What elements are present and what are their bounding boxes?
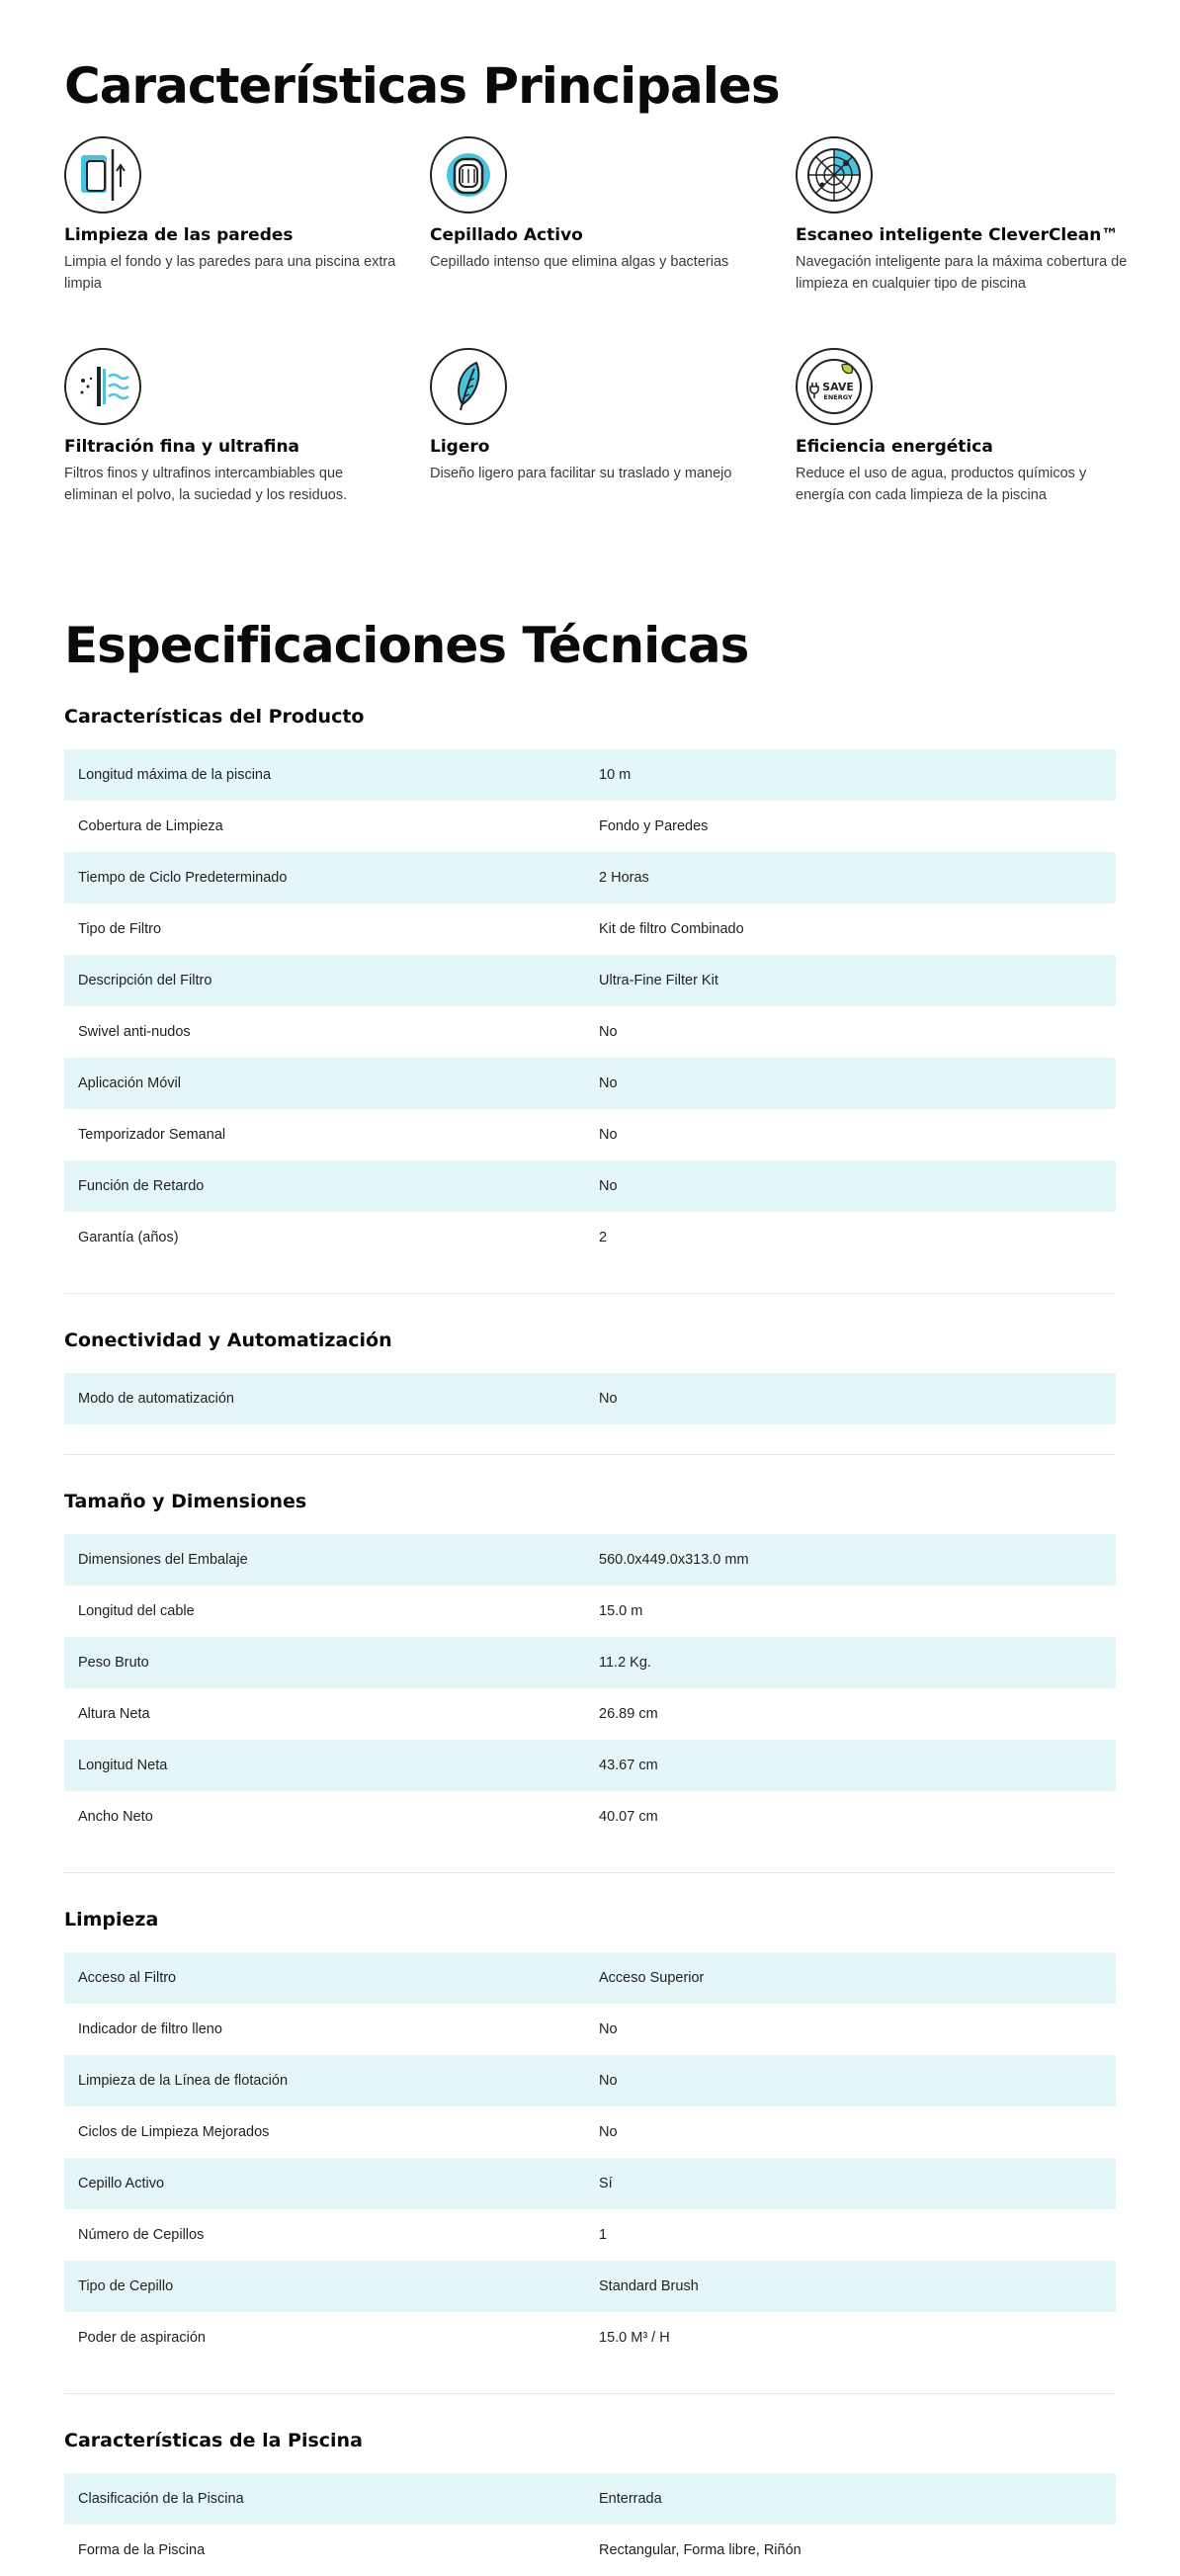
feature-title: Limpieza de las paredes — [64, 225, 294, 245]
spec-label: Altura Neta — [78, 1706, 150, 1722]
spec-row — [64, 2312, 1116, 2363]
spec-value: 40.07 cm — [599, 1809, 658, 1825]
feature-wall-cleaning — [64, 136, 430, 348]
spec-row — [64, 2525, 1116, 2576]
spec-value: Fondo y Paredes — [599, 818, 709, 834]
spec-value: No — [599, 1178, 618, 1194]
spec-table — [64, 1534, 1116, 1843]
spec-row — [64, 903, 1116, 955]
spec-value: Kit de filtro Combinado — [599, 921, 744, 937]
spec-value: 26.89 cm — [599, 1706, 658, 1722]
spec-row — [64, 1373, 1116, 1424]
spec-value: No — [599, 2124, 618, 2140]
feature-title: Eficiencia energética — [796, 437, 993, 457]
spec-table — [64, 749, 1116, 1263]
spec-label: Modo de automatización — [78, 1391, 234, 1407]
spec-label: Tiempo de Ciclo Predeterminado — [78, 870, 288, 886]
spec-label: Función de Retardo — [78, 1178, 205, 1194]
spec-row — [64, 1058, 1116, 1109]
features-grid — [64, 136, 1128, 559]
spec-label: Swivel anti-nudos — [78, 1024, 191, 1040]
feature-lightweight — [430, 348, 796, 559]
spec-value: 560.0x449.0x313.0 mm — [599, 1552, 749, 1568]
smart-scan-icon — [796, 136, 873, 214]
spec-label: Acceso al Filtro — [78, 1970, 177, 1986]
spec-value: Enterrada — [599, 2491, 662, 2507]
spec-label: Limpieza de la Línea de flotación — [78, 2073, 289, 2089]
spec-label: Peso Bruto — [78, 1655, 149, 1671]
features-heading: Características Principales — [64, 57, 780, 115]
spec-value: Ultra-Fine Filter Kit — [599, 973, 718, 988]
spec-value: 11.2 Kg. — [599, 1655, 651, 1671]
spec-label: Forma de la Piscina — [78, 2542, 206, 2558]
spec-row — [64, 2473, 1116, 2525]
spec-section — [64, 1293, 1116, 1424]
spec-section-title: Características de la Piscina — [64, 2430, 363, 2451]
spec-row — [64, 1740, 1116, 1791]
spec-value: 15.0 M³ / H — [599, 2330, 670, 2346]
spec-table — [64, 2473, 1116, 2576]
spec-row — [64, 1952, 1116, 2004]
spec-row — [64, 2055, 1116, 2106]
spec-row — [64, 2004, 1116, 2055]
spec-value: Standard Brush — [599, 2278, 699, 2294]
feature-smart-scan — [796, 136, 1136, 348]
spec-row — [64, 2261, 1116, 2312]
spec-section — [64, 706, 1116, 1263]
spec-label: Tipo de Cepillo — [78, 2278, 174, 2294]
spec-label: Poder de aspiración — [78, 2330, 206, 2346]
spec-label: Aplicación Móvil — [78, 1075, 181, 1091]
spec-value: 43.67 cm — [599, 1758, 658, 1773]
spec-label: Longitud del cable — [78, 1603, 195, 1619]
spec-value: No — [599, 2073, 618, 2089]
energy-label: ENERGY — [823, 393, 853, 401]
spec-section — [64, 1454, 1116, 1843]
feature-filtration — [64, 348, 430, 559]
spec-table — [64, 1952, 1116, 2363]
spec-section — [64, 2393, 1116, 2576]
spec-table — [64, 1373, 1116, 1424]
feature-description: Filtros finos y ultrafinos intercambiables que eliminan el polvo, la suciedad y los residuos. — [64, 466, 348, 503]
spec-row — [64, 1160, 1116, 1212]
spec-value: Sí — [599, 2176, 613, 2191]
feature-title: Escaneo inteligente CleverClean™ — [796, 225, 1119, 245]
spec-value: 1 — [599, 2227, 608, 2243]
spec-section-title: Características del Producto — [64, 706, 365, 728]
filtration-icon — [64, 348, 141, 425]
spec-value: Acceso Superior — [599, 1970, 705, 1986]
spec-row — [64, 2106, 1116, 2158]
save-energy-icon — [796, 348, 873, 425]
feather-icon — [430, 348, 507, 425]
feature-energy-efficiency — [796, 348, 1136, 559]
spec-row — [64, 1637, 1116, 1688]
spec-value: Rectangular, Forma libre, Riñón — [599, 2542, 801, 2558]
feature-description: Limpia el fondo y las paredes para una piscina extra limpia — [64, 254, 396, 292]
feature-active-brush — [430, 136, 796, 348]
spec-label: Ancho Neto — [78, 1809, 153, 1825]
spec-label: Indicador de filtro lleno — [78, 2021, 222, 2037]
spec-row — [64, 955, 1116, 1006]
spec-value: 15.0 m — [599, 1603, 643, 1619]
wall-cleaning-icon — [64, 136, 141, 214]
spec-section — [64, 1872, 1116, 2363]
feature-title: Cepillado Activo — [430, 225, 583, 245]
spec-label: Cepillo Activo — [78, 2176, 165, 2191]
feature-description: Reduce el uso de agua, productos químicos y energía con cada limpieza de la piscina — [796, 466, 1087, 503]
feature-description: Cepillado intenso que elimina algas y bacterias — [430, 254, 729, 270]
spec-label: Descripción del Filtro — [78, 973, 212, 988]
spec-row — [64, 1688, 1116, 1740]
spec-label: Tipo de Filtro — [78, 921, 162, 937]
spec-label: Garantía (años) — [78, 1230, 179, 1245]
spec-label: Dimensiones del Embalaje — [78, 1552, 248, 1568]
spec-label: Número de Cepillos — [78, 2227, 205, 2243]
spec-row — [64, 1586, 1116, 1637]
spec-value: No — [599, 1127, 618, 1143]
spec-row — [64, 1791, 1116, 1843]
save-label: SAVE — [822, 381, 854, 393]
spec-label: Longitud Neta — [78, 1758, 168, 1773]
spec-label: Temporizador Semanal — [78, 1127, 226, 1143]
spec-row — [64, 852, 1116, 903]
spec-row — [64, 1109, 1116, 1160]
spec-value: No — [599, 1024, 618, 1040]
spec-row — [64, 1212, 1116, 1263]
spec-value: 2 — [599, 1230, 608, 1245]
feature-description: Diseño ligero para facilitar su traslado y manejo — [430, 466, 732, 481]
spec-value: No — [599, 2021, 618, 2037]
spec-value: No — [599, 1391, 618, 1407]
specs-heading: Especificaciones Técnicas — [64, 617, 749, 674]
feature-description: Navegación inteligente para la máxima cobertura de limpieza en cualquier tipo de piscina — [796, 254, 1128, 292]
spec-label: Longitud máxima de la piscina — [78, 767, 272, 783]
spec-value: 10 m — [599, 767, 632, 783]
spec-row — [64, 2209, 1116, 2261]
spec-sections — [64, 706, 1116, 2576]
spec-label: Cobertura de Limpieza — [78, 818, 223, 834]
spec-row — [64, 2158, 1116, 2209]
spec-row — [64, 1006, 1116, 1058]
spec-label: Ciclos de Limpieza Mejorados — [78, 2124, 270, 2140]
active-brush-icon — [430, 136, 507, 214]
spec-row — [64, 1534, 1116, 1586]
feature-title: Ligero — [430, 437, 490, 457]
spec-value: 2 Horas — [599, 870, 649, 886]
spec-section-title: Tamaño y Dimensiones — [64, 1491, 307, 1512]
spec-row — [64, 801, 1116, 852]
spec-section-title: Conectividad y Automatización — [64, 1330, 392, 1351]
spec-label: Clasificación de la Piscina — [78, 2491, 244, 2507]
spec-value: No — [599, 1075, 618, 1091]
spec-row — [64, 749, 1116, 801]
feature-title: Filtración fina y ultrafina — [64, 437, 300, 457]
spec-section-title: Limpieza — [64, 1909, 159, 1931]
